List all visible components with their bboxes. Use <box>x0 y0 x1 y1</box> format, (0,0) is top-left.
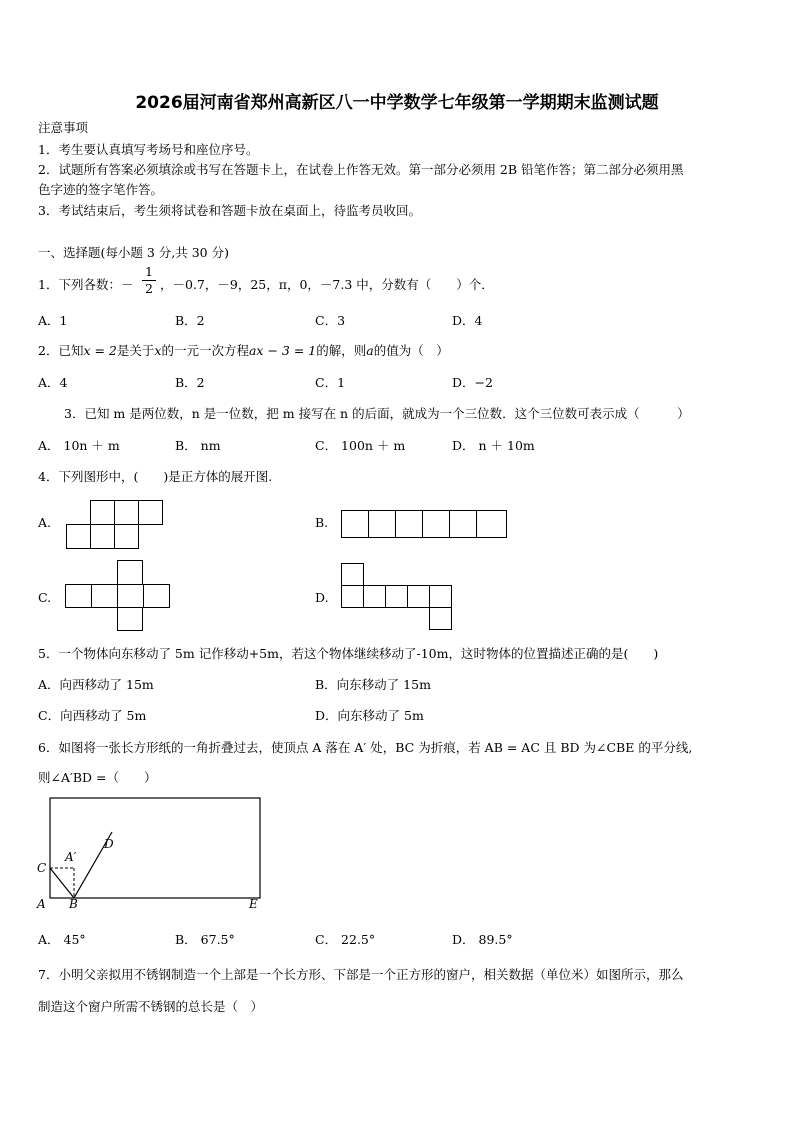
net-square <box>114 500 139 525</box>
q2-eq2: ax − 3 = 1 <box>248 343 317 358</box>
q2-text-d: 的解，则 <box>316 343 367 358</box>
q1-fraction-denominator: 2 <box>145 281 153 296</box>
q1-option-c[interactable]: C．3 <box>315 313 346 328</box>
q4-stem: 4．下列图形中，( )是正方体的展开图. <box>38 469 273 484</box>
q3-option-d[interactable]: D． n ＋ 10m <box>452 438 535 453</box>
net-square <box>91 584 118 608</box>
q4-label-b[interactable]: B. <box>315 515 329 530</box>
net-square <box>429 585 452 608</box>
net-square <box>429 607 452 630</box>
q7-stem-line2: 制造这个窗户所需不锈钢的总长是（ ） <box>38 999 264 1014</box>
notice-item-3: 3．考试结束后，考生须将试卷和答题卡放在桌面上，待监考员收回。 <box>38 203 421 218</box>
notice-item-1: 1．考生要认真填写考场号和座位序号。 <box>38 142 259 157</box>
q4-label-a[interactable]: A. <box>38 515 52 530</box>
q2-var: x <box>154 343 162 358</box>
q1-suffix: ，－0.7，－9，25，π，0，－7.3 中，分数有（ ）个． <box>160 277 494 292</box>
net-square <box>341 563 364 586</box>
q2-option-b[interactable]: B．2 <box>175 375 205 390</box>
fig-label-d: D <box>104 837 114 851</box>
notice-item-2: 2．试题所有答案必须填涂或书写在答题卡上，在试卷上作答无效。第一部分必须用 2B 铅笔作答；第二部分必须用黑 <box>38 162 684 177</box>
q1-option-a[interactable]: A．1 <box>38 313 68 328</box>
q2-option-d[interactable]: D．−2 <box>452 375 493 390</box>
q2-text-b: 是关于 <box>116 343 155 358</box>
net-square <box>117 607 143 631</box>
q1-prefix: 1．下列各数：－ <box>38 277 134 292</box>
q2-text-c: 的一元一次方程 <box>161 343 249 358</box>
paper-rectangle <box>50 798 260 898</box>
notice-item-2-cont: 色字迹的签字笔作答。 <box>38 182 164 197</box>
q4-label-d[interactable]: D. <box>315 590 329 605</box>
q2-option-a[interactable]: A．4 <box>38 375 68 390</box>
net-square <box>117 584 144 608</box>
q3-option-a[interactable]: A． 10n ＋ m <box>38 438 120 453</box>
net-square <box>341 585 364 608</box>
q3-option-b[interactable]: B． nm <box>175 438 221 453</box>
net-square <box>368 510 396 538</box>
notice-heading: 注意事项 <box>38 120 89 135</box>
q6-option-b[interactable]: B． 67.5° <box>175 932 235 947</box>
q6-option-d[interactable]: D． 89.5° <box>452 932 513 947</box>
q7-stem-line1: 7．小明父亲拟用不锈钢制造一个上部是一个长方形、下部是一个正方形的窗户，相关数据（单位米）如图所示，那么 <box>38 967 684 982</box>
net-square <box>143 584 170 608</box>
q5-option-b[interactable]: B．向东移动了 15m <box>315 677 431 692</box>
q3-option-c[interactable]: C． 100n ＋ m <box>315 438 406 453</box>
fig-label-a: A <box>37 897 46 911</box>
fig-label-c: C <box>37 861 47 875</box>
net-square <box>138 500 163 525</box>
exam-title: 2026届河南省郑州高新区八一中学数学七年级第一学期期末监测试题 <box>135 93 659 113</box>
q6-option-c[interactable]: C． 22.5° <box>315 932 376 947</box>
net-square <box>114 524 139 549</box>
q2-text-a: 2．已知 <box>38 343 84 358</box>
q2-eq1: x = 2 <box>83 343 117 358</box>
q5-option-c[interactable]: C．向西移动了 5m <box>38 708 147 723</box>
net-square <box>66 524 91 549</box>
net-square <box>117 560 143 585</box>
q6-option-a[interactable]: A． 45° <box>38 932 86 947</box>
fig-label-a-prime: A′ <box>65 850 77 864</box>
net-square <box>341 510 369 538</box>
section-heading: 一、选择题(每小题 3 分,共 30 分) <box>38 245 229 260</box>
net-square <box>422 510 450 538</box>
q1-option-b[interactable]: B．2 <box>175 313 205 328</box>
q4-label-c[interactable]: C. <box>38 590 52 605</box>
q2-option-c[interactable]: C．1 <box>315 375 346 390</box>
q2-stem <box>38 343 449 359</box>
q6-stem-line2: 则∠A′BD =（ ） <box>38 770 157 785</box>
q1-fraction-numerator: 1 <box>145 264 153 279</box>
q5-option-d[interactable]: D．向东移动了 5m <box>315 708 424 723</box>
net-square <box>449 510 477 538</box>
q2-text-e: 的值为（ ） <box>373 343 449 358</box>
q1-option-d[interactable]: D．4 <box>452 313 483 328</box>
fold-line-cb <box>50 868 74 898</box>
q5-stem: 5．一个物体向东移动了 5m 记作移动+5m，若这个物体继续移动了-10m，这时物体的位置描述正确的是( ) <box>38 646 659 661</box>
q2-var2: a <box>366 343 374 358</box>
net-square <box>363 585 386 608</box>
net-square <box>476 510 507 538</box>
net-square <box>395 510 423 538</box>
fig-label-b: B <box>69 897 78 911</box>
net-square <box>90 500 115 525</box>
q3-stem: 3．已知 m 是两位数，n 是一位数，把 m 接写在 n 的后面，就成为一个三位数．这个三位数可表示成（ ） <box>64 406 690 421</box>
net-square <box>65 584 92 608</box>
fig-label-e: E <box>249 897 258 911</box>
net-square <box>385 585 408 608</box>
net-square <box>90 524 115 549</box>
q6-stem-line1: 6．如图将一张长方形纸的一角折叠过去，使顶点 A 落在 A′ 处，BC 为折痕，若 AB = AC 且 BD 为∠CBE 的平分线, <box>38 740 693 755</box>
net-square <box>407 585 430 608</box>
q5-option-a[interactable]: A．向西移动了 15m <box>38 677 154 692</box>
q1-fraction <box>142 265 156 296</box>
